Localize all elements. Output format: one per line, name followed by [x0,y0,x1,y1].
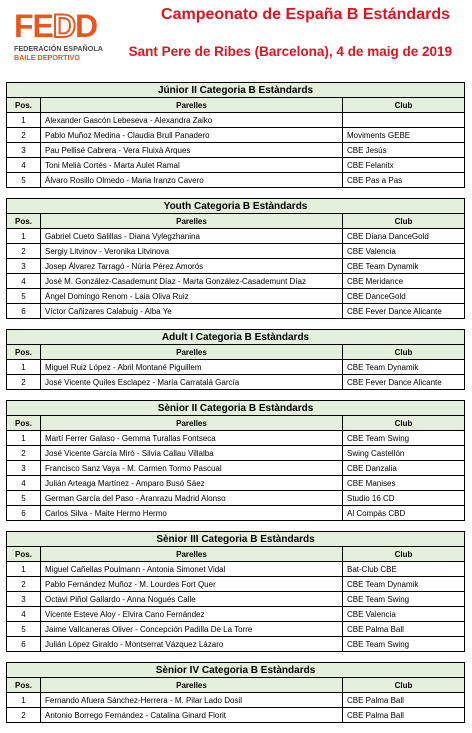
column-header-club: Club [343,416,465,431]
column-header-club: Club [343,214,465,229]
category-table [6,531,465,652]
table-row [7,143,465,158]
row-position: 4 [7,607,41,622]
row-position: 1 [7,562,41,577]
row-position: 3 [7,143,41,158]
row-couple: José Vicente García Miró - Silvia Callau Villalba [41,446,343,461]
row-club: CBE Diana DanceGold [343,229,465,244]
row-club: CBE Team Swing [343,592,465,607]
row-club [343,113,465,128]
results-sections [6,82,464,733]
category-title: Júnior II Categoria B Estàndards [7,83,465,98]
column-header-couples: Parelles [41,678,343,693]
column-header-club: Club [343,345,465,360]
document-subtitle: Sant Pere de Ribes (Barcelona), 4 de maig de 2019 [128,44,452,59]
table-row [7,128,465,143]
row-club: CBE Danzalia [343,461,465,476]
column-header-couples: Parelles [41,547,343,562]
row-couple: Martí Ferrer Galaso - Gemma Turallas Fontseca [41,431,343,446]
row-club: Moviments GEBE [343,128,465,143]
column-header-couples: Parelles [41,345,343,360]
column-header-pos: Pos. [7,416,41,431]
column-header-pos: Pos. [7,345,41,360]
table-row [7,693,465,708]
row-position: 3 [7,259,41,274]
row-position: 4 [7,476,41,491]
table-row [7,244,465,259]
row-couple: Josep Álvarez Tarragó - Núria Pérez Amorós [41,259,343,274]
row-couple: Pau Pellisé Cabrera - Vera Fluixà Arques [41,143,343,158]
table-row [7,259,465,274]
row-position: 5 [7,622,41,637]
category-table [6,82,465,188]
column-header-couples: Parelles [41,214,343,229]
row-club: Studio 16 CD [343,491,465,506]
column-header-club: Club [343,547,465,562]
table-row [7,431,465,446]
table-row [7,622,465,637]
row-couple: Antonio Borrego Fernández - Catalina Ginard Florit [41,708,343,723]
table-row [7,375,465,390]
row-couple: Fernando Afuera Sánchez-Herrera - M. Pilar Lado Dosil [41,693,343,708]
table-row [7,360,465,375]
row-club: CBE Team Dynamik [343,577,465,592]
row-couple: German García del Paso - Aranrazu Madrid Alonso [41,491,343,506]
row-position: 4 [7,158,41,173]
row-couple: José M. González-Casademunt Díaz - Marta González-Casademunt Díaz [41,274,343,289]
row-club: CBE Manises [343,476,465,491]
category-title: Sènior IV Categoria B Estàndards [7,663,465,678]
row-club: CBE DanceGold [343,289,465,304]
row-club: CBE Valencia [343,244,465,259]
row-position: 1 [7,229,41,244]
table-row [7,289,465,304]
row-couple: Toni Melià Cortés - Marta Aulet Ramal [41,158,343,173]
row-position: 2 [7,446,41,461]
category-title: Sènior III Categoria B Estàndards [7,532,465,547]
category-title: Adult I Categoria B Estàndards [7,330,465,345]
row-club: Swing Castellón [343,446,465,461]
row-club: CBE Jesús [343,143,465,158]
row-couple: Octavi Piñol Gallardo - Anna Nogués Calle [41,592,343,607]
category-table [6,329,465,390]
row-position: 2 [7,577,41,592]
column-header-club: Club [343,98,465,113]
row-position: 1 [7,693,41,708]
column-header-pos: Pos. [7,678,41,693]
row-couple: Gabriel Cueto Salillas - Diana Vylegzhanina [41,229,343,244]
table-row [7,446,465,461]
table-row [7,461,465,476]
row-position: 6 [7,506,41,521]
table-row [7,274,465,289]
row-club: CBE Palma Ball [343,693,465,708]
row-couple: Vicente Esteve Aloy - Elvira Cano Fernández [41,607,343,622]
row-club: Bat-Club CBE [343,562,465,577]
logo-mark: FEDD [14,8,98,44]
row-club: CBE Palma Ball [343,622,465,637]
row-position: 5 [7,491,41,506]
row-club: Al Compás CBD [343,506,465,521]
row-club: CBE Felanitx [343,158,465,173]
table-row [7,562,465,577]
row-position: 3 [7,592,41,607]
row-couple: Álvaro Rosillo Olmedo - Maria Iranzo Cavero [41,173,343,188]
table-row [7,506,465,521]
category-table [6,662,465,723]
row-position: 6 [7,304,41,319]
row-couple: Pablo Fernández Muñoz - M. Lourdes Fort Quer [41,577,343,592]
column-header-club: Club [343,678,465,693]
row-club: CBE Team Swing [343,637,465,652]
row-couple: Julián López Giraldo - Montserrat Vázquez Lázaro [41,637,343,652]
row-couple: Sergiy Litvinov - Veronika Litvinova [41,244,343,259]
column-header-pos: Pos. [7,547,41,562]
row-position: 2 [7,244,41,259]
table-row [7,173,465,188]
row-club: CBE Palma Ball [343,708,465,723]
row-position: 4 [7,274,41,289]
row-couple: Ángel Domingo Renom - Laia Oliva Ruiz [41,289,343,304]
table-row [7,637,465,652]
row-couple: Miguel Ruiz López - Abril Montané Piguillem [41,360,343,375]
row-club: CBE Team Swing [343,431,465,446]
row-couple: Carlos Silva - Maite Hermo Hermo [41,506,343,521]
table-row [7,158,465,173]
row-couple: Francisco Sanz Vaya - M. Carmen Tormo Pascual [41,461,343,476]
row-couple: Miguel Cañellas Poulmann - Antonia Simonet Vidal [41,562,343,577]
category-title: Youth Categoria B Estàndards [7,199,465,214]
table-row [7,577,465,592]
row-couple: Alexander Gascón Lebeseva - Alexandra Zaiko [41,113,343,128]
page-header [0,0,472,80]
row-club: CBE Meridance [343,274,465,289]
table-row [7,304,465,319]
logo-line-2: BAILE DEPORTIVO [14,53,80,62]
category-table [6,198,465,319]
table-row [7,229,465,244]
category-table [6,400,465,521]
column-header-pos: Pos. [7,98,41,113]
row-position: 1 [7,431,41,446]
logo-line-1: FEDERACIÓN ESPAÑOLA [14,44,103,53]
table-row [7,476,465,491]
document-title: Campeonato de España B Estándards [161,6,450,23]
row-position: 1 [7,113,41,128]
category-title: Sènior II Categoria B Estàndards [7,401,465,416]
row-position: 2 [7,708,41,723]
table-row [7,113,465,128]
row-couple: José Vicente Quiles Esclapez - María Carratalá García [41,375,343,390]
column-header-couples: Parelles [41,416,343,431]
table-row [7,491,465,506]
row-club: CBE Valencia [343,607,465,622]
column-header-pos: Pos. [7,214,41,229]
row-couple: Julián Arteaga Martínez - Amparo Busó Sáez [41,476,343,491]
table-row [7,607,465,622]
row-position: 5 [7,173,41,188]
row-club: CBE Fever Dance Alicante [343,375,465,390]
row-position: 1 [7,360,41,375]
row-couple: Pablo Muñoz Medina - Claudia Brull Panadero [41,128,343,143]
row-couple: Víctor Cañizares Calabuig - Alba Ye [41,304,343,319]
row-club: CBE Fever Dance Alicante [343,304,465,319]
row-club: CBE Pas a Pas [343,173,465,188]
table-row [7,708,465,723]
row-position: 3 [7,461,41,476]
row-position: 5 [7,289,41,304]
row-club: CBE Team Dynamik [343,360,465,375]
row-position: 2 [7,128,41,143]
column-header-couples: Parelles [41,98,343,113]
row-club: CBE Team Dynamik [343,259,465,274]
row-couple: Jaime Vallcaneras Oliver - Concepción Padilla De La Torre [41,622,343,637]
table-row [7,592,465,607]
federation-logo [14,8,114,62]
row-position: 2 [7,375,41,390]
row-position: 6 [7,637,41,652]
